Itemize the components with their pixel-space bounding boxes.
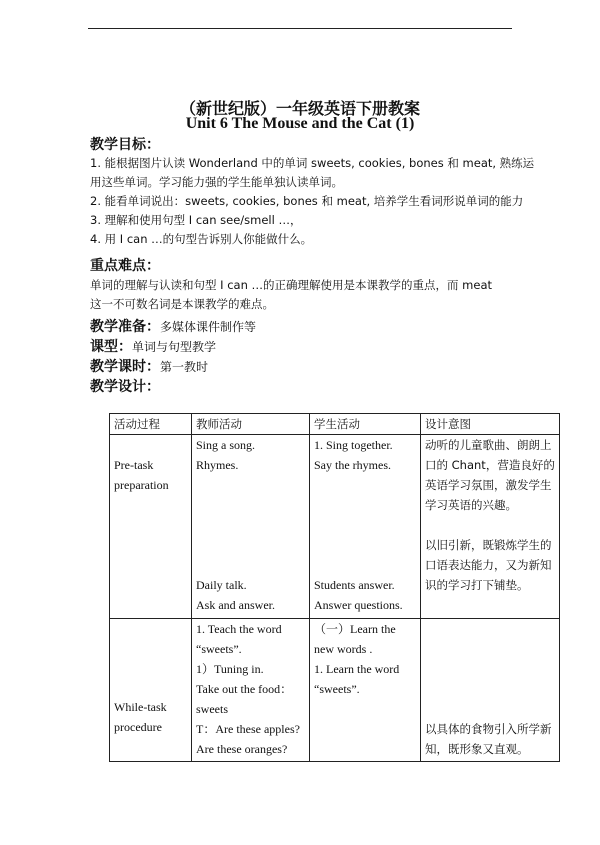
- teacher-activity-cell: [192, 619, 310, 762]
- teacher-activity-line: Daily talk.: [196, 578, 247, 592]
- stage-label: preparation: [114, 478, 169, 492]
- student-activity-cell: [310, 435, 421, 619]
- teacher-activity-line: 1. Teach the word: [196, 622, 282, 636]
- lesson-type-heading: 课型：: [90, 339, 132, 355]
- preparation-value: 多媒体课件制作等: [160, 320, 257, 334]
- table-header-row: [110, 414, 560, 435]
- table-row: [110, 435, 560, 619]
- design-intent-line: 动听的儿童歌曲、朗朗上: [425, 438, 552, 452]
- design-intent-cell: [421, 435, 560, 619]
- period-heading: 教学课时：: [90, 359, 160, 375]
- teacher-activity-line: sweets: [196, 702, 228, 716]
- objective-line: 3. 理解和使用句型 I can see/smell …，: [90, 213, 302, 227]
- column-header: 学生活动: [310, 414, 421, 435]
- objective-line: 1. 能根据图片认读 Wonderland 中的单词 sweets, cookies, bones 和 meat, 熟练运: [90, 156, 535, 170]
- key-points-line: 这一不可数名词是本课教学的难点。: [90, 297, 274, 311]
- design-intent-cell: [421, 619, 560, 762]
- design-intent-line: 学习英语的兴趣。: [425, 498, 517, 512]
- document-title: （新世纪版）一年级英语下册教案: [179, 99, 420, 118]
- design-intent-line: 识的学习打下铺垫。: [425, 578, 529, 592]
- objectives-heading: 教学目标：: [90, 137, 160, 153]
- design-intent-line: 英语学习氛围，激发学生: [425, 478, 552, 492]
- preparation-row: [90, 316, 256, 336]
- design-intent-line: 知，既形象又直观。: [425, 742, 529, 756]
- stage-label: While-task: [114, 700, 167, 714]
- objectives-list: [90, 154, 535, 249]
- teacher-activity-cell: [192, 435, 310, 619]
- design-heading: 教学设计：: [90, 379, 160, 395]
- student-activity-line: 1. Sing together.: [314, 438, 393, 452]
- teacher-activity-line: Sing a song.: [196, 438, 256, 452]
- period-row: [90, 356, 208, 376]
- student-activity-cell: [310, 619, 421, 762]
- student-activity-line: Students answer.: [314, 578, 395, 592]
- teacher-activity-line: Take out the food：: [196, 682, 293, 696]
- key-points-text: [90, 276, 510, 314]
- student-activity-line: （一）Learn the: [314, 622, 396, 636]
- design-intent-line: 以具体的食物引入所学新: [425, 722, 552, 736]
- design-intent-line: 口语表达能力，又为新知: [425, 558, 552, 572]
- student-activity-line: Answer questions.: [314, 598, 403, 612]
- column-header: 设计意图: [421, 414, 560, 435]
- student-activity-line: new words .: [314, 642, 373, 656]
- stage-cell: [110, 435, 192, 619]
- column-header: 教师活动: [192, 414, 310, 435]
- design-intent-line: 以旧引新，既锻炼学生的: [425, 538, 552, 552]
- objective-line: 2. 能看单词说出：sweets, cookies, bones 和 meat, 培养学生看词形说单词的能力: [90, 194, 524, 208]
- teacher-activity-line: T：Are these apples?: [196, 722, 300, 736]
- student-activity-line: 1. Learn the word: [314, 662, 400, 676]
- teacher-activity-line: Rhymes.: [196, 458, 239, 472]
- column-header: 活动过程: [110, 414, 192, 435]
- teacher-activity-line: Ask and answer.: [196, 598, 275, 612]
- objective-line: 用这些单词。学习能力强的学生能单独认读单词。: [90, 175, 343, 189]
- student-activity-line: Say the rhymes.: [314, 458, 391, 472]
- lesson-plan-table: [109, 413, 560, 762]
- preparation-heading: 教学准备：: [90, 319, 160, 335]
- key-points-heading: 重点难点：: [90, 258, 160, 274]
- teacher-activity-line: “sweets”.: [196, 642, 242, 656]
- objective-line: 4. 用 I can …的句型告诉别人你能做什么。: [90, 232, 313, 246]
- stage-label: Pre-task: [114, 458, 154, 472]
- period-value: 第一教时: [160, 360, 209, 374]
- key-points-line: 单词的理解与认读和句型 I can …的正确理解使用是本课教学的重点，而 meat: [90, 278, 493, 292]
- stage-label: procedure: [114, 720, 162, 734]
- header-rule: [88, 28, 512, 29]
- student-activity-line: “sweets”.: [314, 682, 360, 696]
- lesson-type-row: [90, 336, 216, 356]
- stage-cell: [110, 619, 192, 762]
- teacher-activity-line: 1）Tuning in.: [196, 662, 264, 676]
- document-subtitle: Unit 6 The Mouse and the Cat (1): [185, 115, 415, 132]
- table-row: [110, 619, 560, 762]
- teacher-activity-line: Are these oranges?: [196, 742, 288, 756]
- design-intent-line: 口的 Chant，营造良好的: [425, 458, 555, 472]
- lesson-type-value: 单词与句型教学: [132, 340, 217, 354]
